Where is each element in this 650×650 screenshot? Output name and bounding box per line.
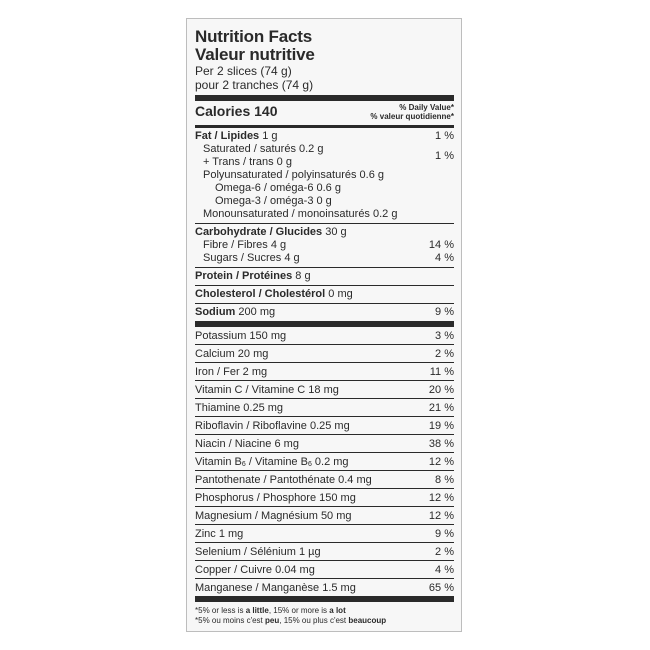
fat-name: Fat / Lipides: [195, 130, 260, 142]
micronutrient-dv: 19 %: [428, 419, 454, 432]
micronutrient-dv: 38 %: [428, 437, 454, 450]
micronutrient-dv: 12 %: [428, 491, 454, 504]
fat-amount: 1 g: [262, 130, 278, 142]
micronutrient-dv: 12 %: [428, 509, 454, 522]
micronutrient-list: [195, 327, 454, 596]
micronutrient-label: Pantothenate / Pantothénate 0.4 mg: [195, 473, 372, 486]
micronutrient-dv: 8 %: [435, 473, 454, 486]
micronutrient-row: [195, 542, 454, 560]
micronutrient-label: Vitamin C / Vitamine C 18 mg: [195, 383, 339, 396]
fibre-row: Fibre / Fibres 4 g 14 %: [203, 239, 454, 251]
micronutrient-row: [195, 380, 454, 398]
divider-fat: [195, 223, 454, 224]
divider-calories: [195, 125, 454, 128]
micronutrient-row: [195, 362, 454, 380]
micronutrient-dv: 12 %: [428, 455, 454, 468]
fat-row: [195, 130, 454, 143]
saturated-row: Saturated / saturés 0.2 g: [203, 143, 324, 155]
micronutrient-row: [195, 398, 454, 416]
micronutrient-row: [195, 434, 454, 452]
mono-row: Monounsaturated / monoinsaturés 0.2 g: [203, 208, 398, 220]
micronutrient-row: [195, 506, 454, 524]
micronutrient-dv: 2 %: [435, 545, 454, 558]
protein-amount: 8 g: [295, 270, 311, 282]
carb-amount: 30 g: [325, 226, 347, 238]
fat-dv: 1 %: [435, 130, 454, 142]
carb-name: Carbohydrate / Glucides: [195, 226, 323, 238]
micronutrient-row: [195, 327, 454, 344]
dv-header-fr: % valeur quotidienne*: [370, 112, 454, 121]
fibre-dv: 14 %: [428, 239, 454, 251]
divider-bottom: [195, 596, 454, 602]
micronutrient-dv: 9 %: [435, 527, 454, 540]
protein-row: [195, 268, 454, 285]
calories: Calories 140: [195, 103, 278, 119]
sugars-row: Sugars / Sucres 4 g 4 %: [203, 252, 454, 264]
poly-row: Polyunsaturated / polyinsaturés 0.6 g: [203, 169, 385, 181]
cholesterol-name: Cholesterol / Cholestérol: [195, 288, 326, 300]
sodium-row: [195, 304, 454, 321]
title-en: Nutrition Facts: [195, 27, 312, 46]
micronutrient-label: Vitamin $B_6$ / Vitamine $B_6$ 0.2 mg: [195, 455, 349, 468]
sat-trans-group: [195, 143, 454, 169]
daily-value-header: [370, 103, 454, 121]
micronutrient-label: Potassium 150 mg: [195, 329, 287, 342]
micronutrient-row: [195, 470, 454, 488]
carb-row: [195, 226, 454, 239]
serving-fr: pour 2 tranches (74 g): [195, 78, 314, 92]
cholesterol-amount: 0 mg: [328, 288, 353, 300]
footnote-fr: *5% ou moins c'est peu, 15% ou plus c'est beaucoup: [195, 616, 387, 625]
omega3-row: Omega-3 / oméga-3 0 g: [215, 195, 332, 207]
sugars-dv: 4 %: [435, 252, 454, 264]
micronutrient-row: [195, 560, 454, 578]
micronutrient-row: [195, 524, 454, 542]
micronutrient-dv: 3 %: [435, 329, 454, 342]
nutrition-facts-label: [186, 18, 462, 632]
micronutrient-dv: 4 %: [435, 563, 454, 576]
micronutrient-row: [195, 452, 454, 470]
serving-en: Per 2 slices (74 g): [195, 64, 292, 78]
micronutrient-row: [195, 344, 454, 362]
micronutrient-label: Iron / Fer 2 mg: [195, 365, 268, 378]
micronutrient-label: Phosphorus / Phosphore 150 mg: [195, 491, 356, 504]
micronutrient-label: Selenium / Sélénium 1 µg: [195, 545, 321, 558]
micronutrient-row: [195, 488, 454, 506]
label-content: [195, 28, 454, 623]
sodium-amount: 200 mg: [238, 306, 276, 318]
micronutrient-dv: 21 %: [428, 401, 454, 414]
micronutrient-label: Riboflavin / Riboflavine 0.25 mg: [195, 419, 350, 432]
micronutrient-label: Niacin / Niacine 6 mg: [195, 437, 299, 450]
micronutrient-dv: 2 %: [435, 347, 454, 360]
omega6-row: Omega-6 / oméga-6 0.6 g: [215, 182, 341, 194]
sat-trans-dv: 1 %: [435, 150, 454, 162]
footnote-en: *5% or less is a little, 15% or more is a lot: [195, 606, 346, 615]
sodium-name: Sodium: [195, 306, 236, 318]
dv-header-en: % Daily Value*: [399, 103, 454, 112]
micronutrient-row: [195, 578, 454, 596]
micronutrient-label: Zinc 1 mg: [195, 527, 244, 540]
micronutrient-dv: 20 %: [428, 383, 454, 396]
micronutrient-row: [195, 416, 454, 434]
calories-row: [195, 101, 454, 125]
cholesterol-row: [195, 286, 454, 303]
micronutrient-label: Thiamine 0.25 mg: [195, 401, 284, 414]
micronutrient-label: Manganese / Manganèse 1.5 mg: [195, 581, 356, 594]
micronutrient-label: Calcium 20 mg: [195, 347, 269, 360]
micronutrient-dv: 11 %: [429, 365, 454, 378]
micronutrient-dv: 65 %: [428, 581, 454, 594]
trans-row: + Trans / trans 0 g: [203, 156, 292, 168]
title-fr: Valeur nutritive: [195, 45, 315, 64]
sodium-dv: 9 %: [435, 306, 454, 318]
micronutrient-label: Magnesium / Magnésium 50 mg: [195, 509, 352, 522]
protein-name: Protein / Protéines: [195, 270, 293, 282]
footnote: [195, 606, 454, 626]
micronutrient-label: Copper / Cuivre 0.04 mg: [195, 563, 315, 576]
